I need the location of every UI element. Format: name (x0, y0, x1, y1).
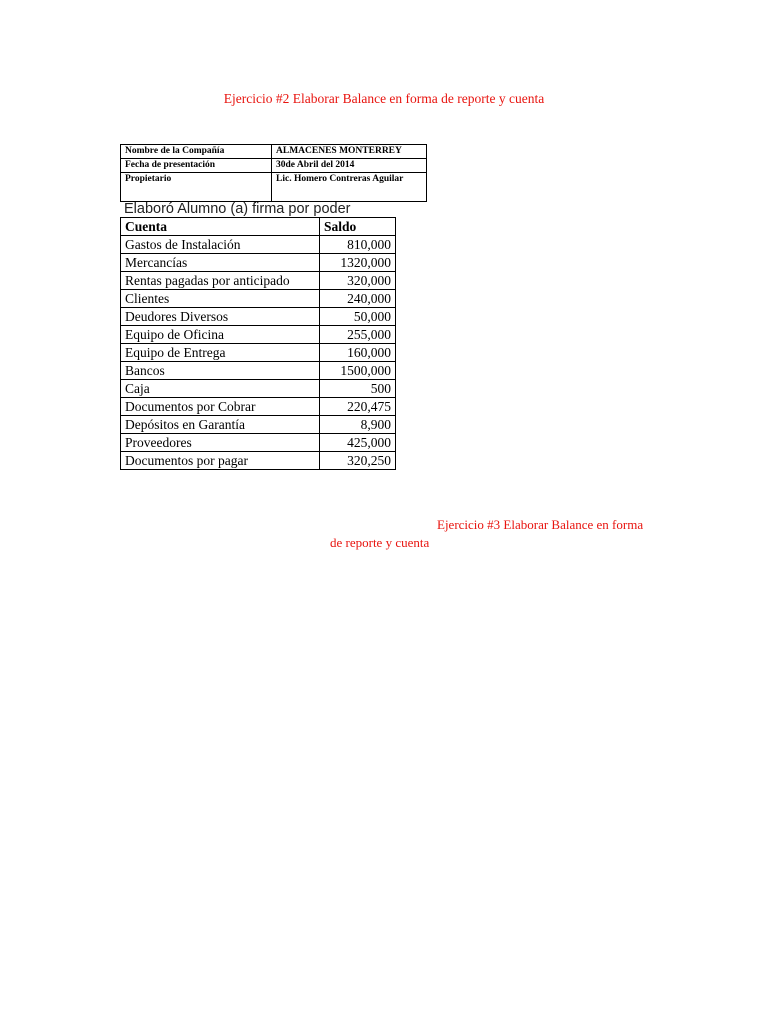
table-row (121, 236, 396, 254)
account-name: Equipo de Oficina (121, 326, 320, 344)
info-value: Lic. Homero Contreras Aguilar (272, 173, 427, 202)
ejercicio-3-title (330, 516, 660, 552)
account-balance: 1500,000 (320, 362, 396, 380)
table-row (121, 434, 396, 452)
account-balance: 160,000 (320, 344, 396, 362)
account-balance: 1320,000 (320, 254, 396, 272)
info-row-date (121, 159, 427, 173)
table-row (121, 380, 396, 398)
account-name: Gastos de Instalación (121, 236, 320, 254)
account-balance: 810,000 (320, 236, 396, 254)
header-cuenta: Cuenta (121, 218, 320, 236)
account-name: Proveedores (121, 434, 320, 452)
account-name: Bancos (121, 362, 320, 380)
account-balance: 220,475 (320, 398, 396, 416)
table-row (121, 254, 396, 272)
table-row (121, 416, 396, 434)
account-name: Equipo de Entrega (121, 344, 320, 362)
account-name: Clientes (121, 290, 320, 308)
account-name: Mercancías (121, 254, 320, 272)
table-row (121, 308, 396, 326)
table-row (121, 398, 396, 416)
account-balance: 500 (320, 380, 396, 398)
account-name: Documentos por Cobrar (121, 398, 320, 416)
account-balance: 255,000 (320, 326, 396, 344)
ejercicio-2-title: Ejercicio #2 Elaborar Balance en forma de reporte y cuenta (223, 91, 545, 106)
table-row (121, 362, 396, 380)
account-name: Depósitos en Garantía (121, 416, 320, 434)
elaboro-label: Elaboró Alumno (a) firma por poder (124, 201, 351, 217)
ejercicio-3-line-1: Ejercicio #3 Elaborar Balance en forma (437, 517, 644, 532)
info-value: ALMACENES MONTERREY (272, 145, 427, 159)
table-row (121, 272, 396, 290)
account-balance: 425,000 (320, 434, 396, 452)
account-name: Documentos por pagar (121, 452, 320, 470)
account-name: Rentas pagadas por anticipado (121, 272, 320, 290)
info-row-company (121, 145, 427, 159)
info-row-owner (121, 173, 427, 202)
info-label: Fecha de presentación (121, 159, 272, 173)
account-balance: 320,000 (320, 272, 396, 290)
table-row (121, 290, 396, 308)
account-name: Deudores Diversos (121, 308, 320, 326)
table-row (121, 344, 396, 362)
header-saldo: Saldo (320, 218, 396, 236)
account-balance: 320,250 (320, 452, 396, 470)
table-row (121, 326, 396, 344)
accounts-table (120, 217, 396, 470)
account-balance: 240,000 (320, 290, 396, 308)
account-name: Caja (121, 380, 320, 398)
company-info-table (120, 144, 427, 202)
account-balance: 50,000 (320, 308, 396, 326)
info-value: 30de Abril del 2014 (272, 159, 427, 173)
table-row (121, 452, 396, 470)
info-label: Propietario (121, 173, 272, 202)
account-balance: 8,900 (320, 416, 396, 434)
ejercicio-3-line-2: de reporte y cuenta (330, 535, 430, 550)
info-label: Nombre de la Compañía (121, 145, 272, 159)
table-header-row (121, 218, 396, 236)
